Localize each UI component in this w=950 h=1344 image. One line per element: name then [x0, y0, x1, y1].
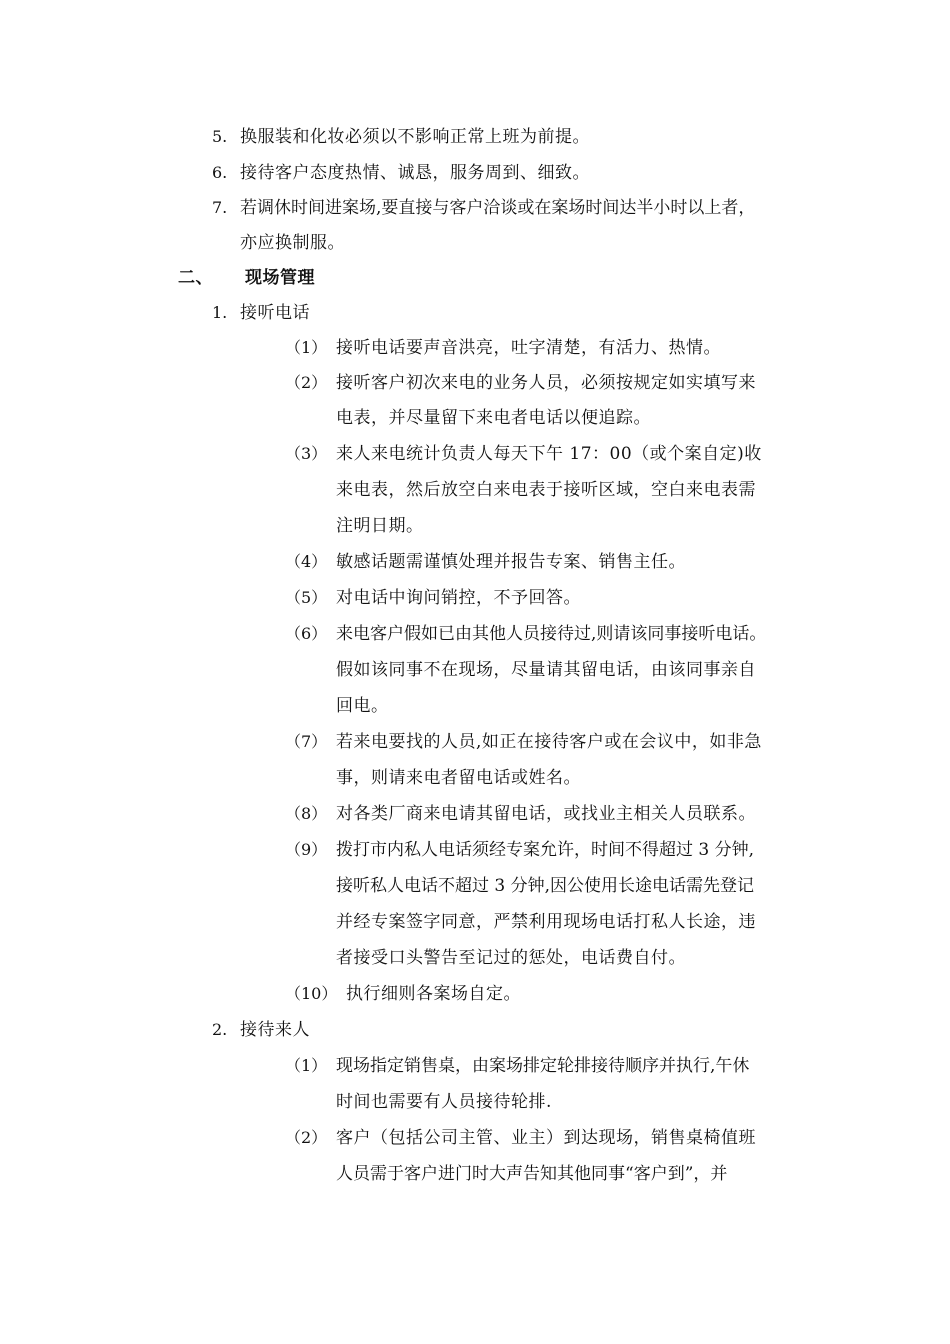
subsection-number: 1. [212, 303, 228, 322]
item-number: （2） [285, 373, 328, 392]
item-text: 回电。 [336, 696, 389, 716]
subsection-number: 2. [212, 1020, 228, 1039]
item-number: （7） [285, 732, 328, 751]
item-text: 并经专案签字同意，严禁利用现场电话打私人长途，违 [336, 912, 756, 932]
item-number: （1） [285, 338, 328, 357]
item-number: （6） [285, 624, 328, 643]
item-text: 来电表，然后放空白来电表于接听区域，空白来电表需 [336, 480, 756, 500]
section-number: 二、 [178, 268, 213, 288]
item-text: 拨打市内私人电话须经专案允许，时间不得超过 3 分钟, [336, 840, 755, 860]
item-number: （9） [285, 840, 328, 859]
item-text: 时间也需要有人员接待轮排. [336, 1092, 552, 1112]
list-item-text: 接待客户态度热情、诚恳，服务周到、细致。 [240, 163, 590, 183]
item-text: 注明日期。 [336, 516, 424, 536]
item-text: 者接受口头警告至记过的惩处，电话费自付。 [336, 948, 686, 968]
item-text: 现场指定销售桌，由案场排定轮排接待顺序并执行,午休 [336, 1056, 750, 1076]
item-text: 接听客户初次来电的业务人员，必须按规定如实填写来 [336, 373, 756, 393]
item-text: 事，则请来电者留电话或姓名。 [336, 768, 581, 788]
list-item-text: 换服装和化妆必须以不影响正常上班为前提。 [240, 127, 590, 147]
item-text: 接听私人电话不超过 3 分钟,因公使用长途电话需先登记 [336, 876, 755, 896]
item-text: 执行细则各案场自定。 [346, 984, 521, 1004]
list-item-text: 亦应换制服。 [240, 233, 345, 253]
list-number: 7. [212, 198, 228, 217]
item-text: 人员需于客户进门时大声告知其他同事“客户到”，并 [336, 1164, 728, 1184]
list-number: 6. [212, 163, 228, 182]
item-text: 对电话中询问销控，不予回答。 [336, 588, 581, 608]
item-text: 客户（包括公司主管、业主）到达现场，销售桌椅值班 [336, 1128, 756, 1148]
item-text: 接听电话要声音洪亮，吐字清楚，有活力、热情。 [336, 338, 721, 358]
subsection-title: 接待来人 [240, 1020, 310, 1040]
item-number: （5） [285, 588, 328, 607]
item-text: 敏感话题需谨慎处理并报告专案、销售主任。 [336, 552, 686, 572]
item-number: （1） [285, 1056, 328, 1075]
item-text: 来电客户假如已由其他人员接待过,则请该同事接听电话。 [336, 624, 767, 644]
section-title: 现场管理 [245, 268, 315, 288]
item-text: 来人来电统计负责人每天下午 17：00（或个案自定)收 [336, 444, 762, 464]
item-number: （3） [285, 444, 328, 463]
item-number: （4） [285, 552, 328, 571]
subsection-title: 接听电话 [240, 303, 310, 323]
item-number: （2） [285, 1128, 328, 1147]
list-item-text: 若调休时间进案场,要直接与客户洽谈或在案场时间达半小时以上者， [240, 198, 756, 218]
list-number: 5. [212, 127, 228, 146]
item-text: 若来电要找的人员,如正在接待客户或在会议中，如非急 [336, 732, 762, 752]
item-text: 电表，并尽量留下来电者电话以便追踪。 [336, 408, 651, 428]
item-number: （8） [285, 804, 328, 823]
item-text: 对各类厂商来电请其留电话，或找业主相关人员联系。 [336, 804, 756, 824]
item-text: 假如该同事不在现场，尽量请其留电话，由该同事亲自 [336, 660, 756, 680]
item-number: （10） [285, 984, 338, 1003]
